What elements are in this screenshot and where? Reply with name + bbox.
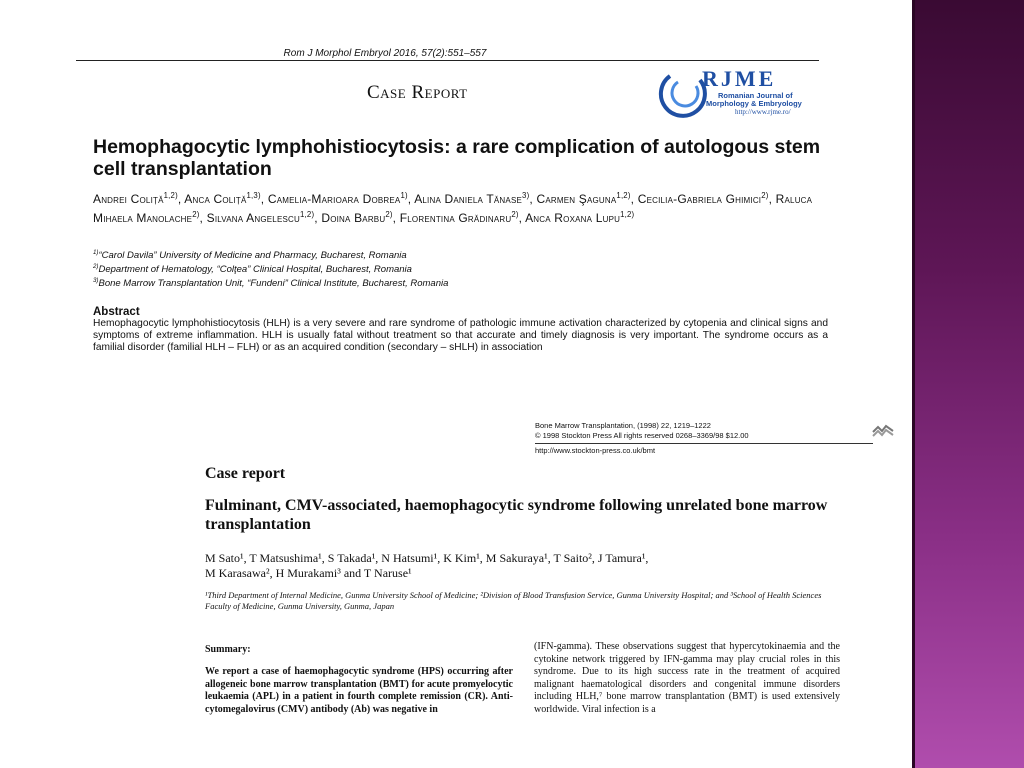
paper1-author: Alina Daniela Tănase$^{3)}$: [414, 191, 530, 206]
logo-url: http://www.rjme.ro/: [735, 108, 791, 116]
paper1-author: Camelia-Marioara Dobrea$^{1)}$: [267, 191, 408, 206]
paper1-abstract-heading: Abstract: [93, 306, 140, 318]
paper1-authors: Andrei Coliță$^{1,2)}$, Anca Coliță$^{1,3)}$, Camelia-Marioara Dobrea$^{1)}$, Alina Daniela Tănase$^{3)}$, Carmen Şaguna$^{1,2)}$, Cecilia-Gabriela Ghimici$^{2)}$, Raluca Mihaela Manolache$^{2)}$, Silvana Angelescu$^{1,2)}$, Doina Barbu$^{2)}$, Florentina Grădinaru$^{2)}$, Anca Roxana Lupu$^{1,2)}$: [93, 191, 813, 225]
paper2-affiliations: ¹Third Department of Internal Medicine, Gunma University School of Medicine; ²Division of Blood Transfusion Service, Gunma University Hospital; and ³School of Health Sciences Faculty of Medicine, Gunma University, Gunma, Japan: [205, 590, 822, 611]
paper1-author: Doina Barbu$^{2)}$: [321, 210, 393, 225]
paper2-url: http://www.stockton-press.co.uk/bmt: [535, 446, 656, 455]
paper2-journal-meta: Bone Marrow Transplantation, (1998) 22, 1219–1222: [535, 421, 711, 430]
paper1-title: Hemophagocytic lymphohistiocytosis: a rare complication of autologous stem cell transplantation: [93, 136, 821, 180]
paper2-article-type: Case report: [205, 465, 286, 482]
logo-line2: Morphology & Embryology: [706, 99, 802, 108]
paper1-affiliation-1: $^{1)}$“Carol Davila” University of Medicine and Pharmacy, Bucharest, Romania: [93, 249, 407, 262]
paper2-authors: [205, 551, 845, 581]
paper1-journal-reference: Rom J Morphol Embryol 2016, 57(2):551–557: [283, 48, 487, 59]
paper2-copyright: © 1998 Stockton Press All rights reserved 0268–3369/98 $12.00: [535, 431, 749, 440]
slide-sidebar-decoration: [912, 0, 1024, 768]
paper1-article-type: Case Report: [367, 82, 468, 103]
paper1-author: Anca Coliță$^{1,3)}$: [184, 191, 261, 206]
paper1-author: Silvana Angelescu$^{1,2)}$: [206, 210, 315, 225]
paper1-header-rule: [76, 60, 819, 61]
paper2-authors-line1: M Sato¹, T Matsushima¹, S Takada¹, N Hatsumi¹, K Kim¹, M Sakuraya¹, T Saito², J Tamura¹,: [205, 551, 649, 565]
paper1-author: Cecilia-Gabriela Ghimici$^{2)}$: [637, 191, 769, 206]
logo-acronym: RJME: [702, 66, 777, 91]
publisher-birds-icon: [872, 424, 894, 438]
paper2-title: Fulminant, CMV-associated, haemophagocytic syndrome following unrelated bone marrow transplantation: [205, 497, 828, 533]
paper1-abstract-text: Hemophagocytic lymphohistiocytosis (HLH) is a very severe and rare syndrome of pathologic immune activation characterized by cytopenia and clinical signs and symptoms of extreme inflammation. HLH is usually fatal without treatment so that accurate and timely diagnosis is very important. The syndrome occurs as a familial disorder (familial HLH – FLH) or as an acquired condition (secondary – sHLH) in association: [93, 318, 828, 353]
paper2-authors-line2: M Karasawa², H Murakami³ and T Naruse¹: [205, 566, 412, 580]
paper1-author: Carmen Şaguna$^{1,2)}$: [536, 191, 631, 206]
paper2-summary-column2: (IFN-gamma). These observations suggest that hypercytokinaemia and the cytokine network triggered by IFN-gamma may play crucial roles in this syndrome. Due to its high success rate in the treatment of acquired malignant haematological disorders and congenital immune disorders including HLH,⁷ bone marrow transplantation (BMT) is used extensively worldwide. Viral infection is a: [534, 641, 840, 715]
paper2-summary-heading: Summary:: [205, 644, 251, 655]
paper2-summary-column1: We report a case of haemophagocytic syndrome (HPS) occurring after allogeneic bone marrow transplantation (BMT) for acute promyelocytic leukaemia (APL) in a patient in fourth complete remission (CR). Anti-cytomegalovirus (CMV) antibody (Ab) was negative in: [205, 666, 513, 715]
paper1-affiliation-2: $^{2)}$Department of Hematology, “Colţea” Clinical Hospital, Bucharest, Romania: [93, 263, 412, 276]
paper1-author: Florentina Grădinaru$^{2)}$: [399, 210, 519, 225]
paper2-header-rule: [535, 443, 873, 444]
logo-line1: Romanian Journal of: [718, 91, 793, 100]
paper1-author: Anca Roxana Lupu$^{1,2)}$: [525, 210, 635, 225]
paper1-author: Andrei Coliță$^{1,2)}$: [93, 191, 178, 206]
paper1-author: Raluca Mihaela Manolache$^{2)}$: [93, 192, 813, 225]
paper1-affiliation-3: $^{3)}$Bone Marrow Transplantation Unit, “Fundeni” Clinical Institute, Bucharest, Romania: [93, 277, 449, 290]
